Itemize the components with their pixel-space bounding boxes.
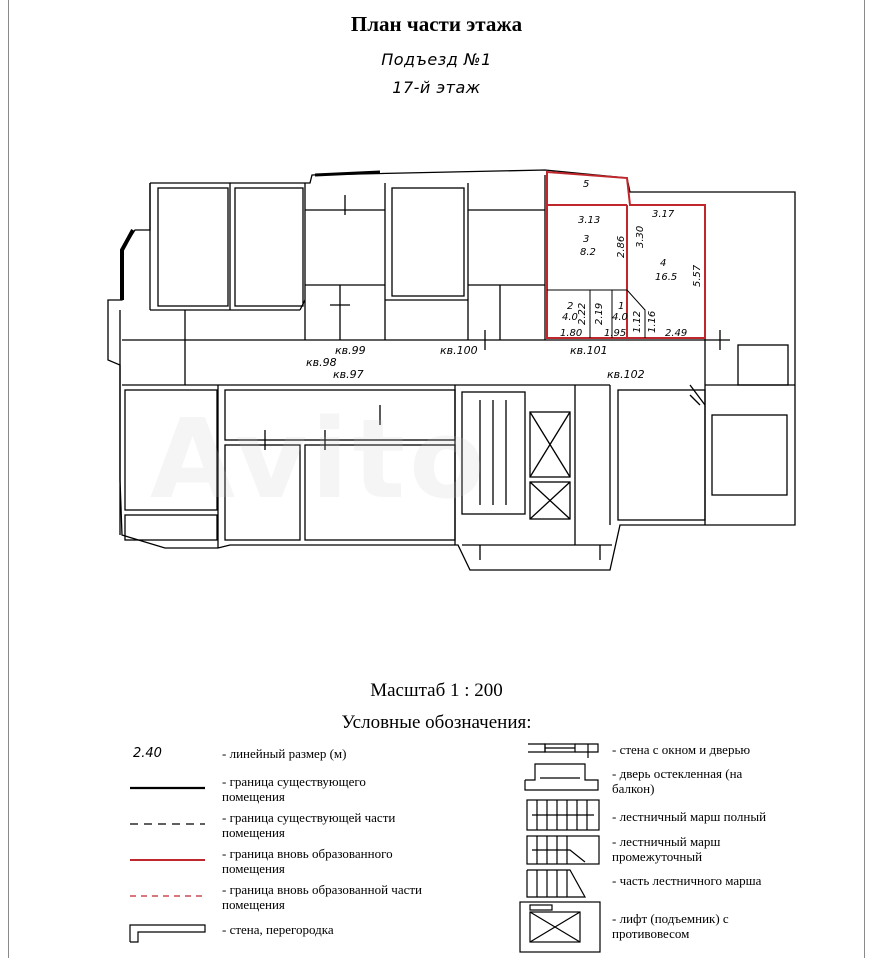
dim-label: 1.16 <box>647 310 658 333</box>
legend-item: - линейный размер (м) <box>222 746 347 761</box>
legend-item: - лифт (подъемник) с противовесом <box>612 911 729 941</box>
room-2-number: 2 <box>567 301 574 312</box>
dim-label: 2.19 <box>594 302 605 325</box>
room-2-area: 4.0 <box>562 312 578 323</box>
apartment-label: кв.99 <box>335 344 366 357</box>
dim-label: 3.30 <box>635 225 646 248</box>
legend-item: - граница существующей части помещения <box>222 810 396 840</box>
apartment-label: кв.100 <box>440 344 478 357</box>
room-4-number: 4 <box>660 258 667 269</box>
dim-label: 1.80 <box>560 328 583 339</box>
page-title: План части этажа <box>350 12 523 36</box>
apartment-label: кв.97 <box>333 368 364 381</box>
dim-label: 2.22 <box>577 302 588 325</box>
apartment-label: кв.98 <box>306 356 337 369</box>
room-3-area: 8.2 <box>580 247 596 258</box>
legend-item: - граница вновь образованного помещения <box>222 846 393 876</box>
legend-item: - лестничный марш полный <box>612 809 767 824</box>
dim-label: 1.95 <box>604 328 627 339</box>
dim-label: 3.13 <box>578 215 601 226</box>
dim-label: 2.86 <box>616 235 627 258</box>
legend-item: - стена, перегородка <box>222 922 334 937</box>
legend-item: - дверь остекленная (на балкон) <box>612 766 743 796</box>
apartment-label: кв.102 <box>607 368 645 381</box>
entrance-label: Подъезд №1 <box>381 50 492 69</box>
room-4-area: 16.5 <box>655 272 678 283</box>
legend-item: - часть лестничного марша <box>612 873 762 888</box>
legend-item: - лестничный марш промежуточный <box>612 834 721 864</box>
scale-label: Масштаб 1 : 200 <box>370 680 503 701</box>
room-3-number: 3 <box>583 234 590 245</box>
legend-title: Условные обозначения: <box>341 712 532 733</box>
legend-item: - стена с окном и дверью <box>612 742 751 757</box>
floor-label: 17-й этаж <box>392 78 481 97</box>
dim-label: 3.17 <box>652 209 675 220</box>
dim-label: 5.57 <box>692 264 703 287</box>
apartment-label: кв.101 <box>570 344 608 357</box>
room-5-label: 5 <box>583 179 590 190</box>
legend-dim-symbol: 2.40 <box>133 746 162 761</box>
legend-item: - граница существующего помещения <box>222 774 366 804</box>
watermark: Avito <box>150 395 489 523</box>
room-1-area: 4.0 <box>612 312 628 323</box>
dim-label: 2.49 <box>665 328 688 339</box>
dim-label: 1.12 <box>632 310 643 333</box>
legend-item: - граница вновь образованной части помещения <box>222 882 423 912</box>
room-1-number: 1 <box>618 301 625 312</box>
